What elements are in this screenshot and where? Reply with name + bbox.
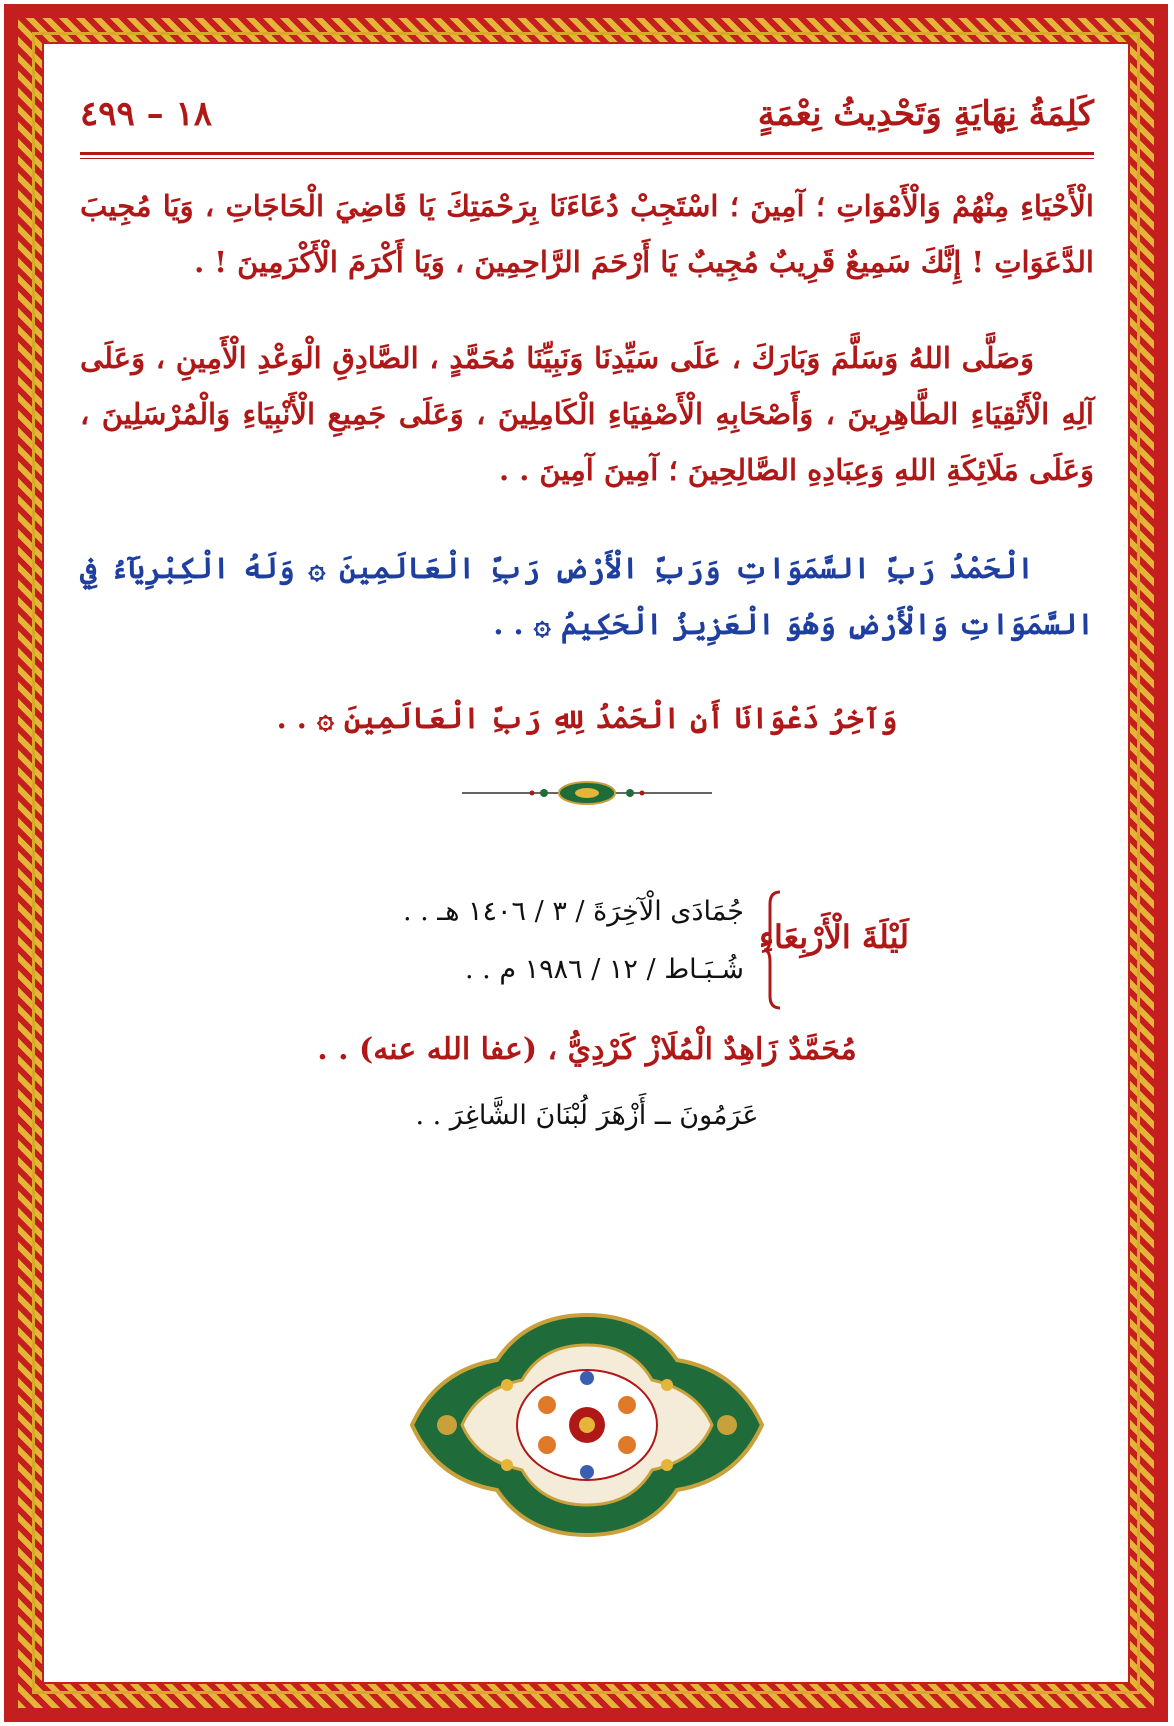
floral-ornament-icon: [407, 1310, 767, 1540]
date-gregorian: شُـبَـاط / ١٢ / ١٩٨٦ م . .: [465, 954, 744, 985]
paragraph-closing: وَآخِرُ دَعْوَانَا أَنِ الْحَمْدُ لِلهِ رَبِّ الْعَالَمِينَ ۞ . .: [276, 701, 898, 735]
page-number: ١٨ – ٤٩٩: [80, 94, 213, 134]
divider-ornament-icon: [462, 778, 712, 808]
paragraph-dua: الْأَحْيَاءِ مِنْهُمْ وَالْأَمْوَاتِ ؛ آمِينَ ؛ اسْتَجِبْ دُعَاءَنَا بِرَحْمَتِكَ يَا قَاضِيَ الْحَاجَاتِ ، وَيَا مُجِيبَ الدَّعَوَاتِ ! إِنَّكَ سَمِيعٌ قَرِيبٌ مُجِيبٌ يَا أَرْحَمَ الرَّاحِمِينَ ، وَيَا أَكْرَمَ الْأَكْرَمِينَ ! .: [80, 189, 1094, 279]
page-content: [60, 60, 1114, 1670]
chapter-title: كَلِمَةُ نِهَايَةٍ وَتَحْدِيثُ نِعْمَةٍ: [757, 94, 1094, 134]
paragraph-quran: الْحَمْدُ رَبِّ السَّمَوَاتِ وَرَبِّ الْأَرْضِ رَبِّ الْعَالَمِينَ ۞ وَلَهُ الْكِبْرِيَآءُ فِي السَّمَوَاتِ وَالْأَرْضِ وَهُوَ الْعَزِيزُ الْحَكِيمُ ۞ . .: [80, 551, 1094, 641]
brace-icon: [764, 890, 784, 1010]
date-hijri: جُمَادَى الْآخِرَةَ / ٣ / ١٤٠٦ هـ . .: [402, 896, 744, 927]
author-name: مُحَمَّدٌ زَاهِدٌ الْمُلَازْ كَرْدِيُّ ، (عفا الله عنه) . .: [317, 1032, 857, 1067]
header-rule: [80, 152, 1094, 155]
header-rule-thin: [80, 158, 1094, 159]
page-header: [80, 88, 1094, 140]
paragraph-salawat: وَصَلَّى اللهُ وَسَلَّمَ وَبَارَكَ ، عَلَى سَيِّدِنَا وَنَبِيِّنَا مُحَمَّدٍ ، الصَّادِقِ الْوَعْدِ الْأَمِينِ ، وَعَلَى آلِهِ الْأَتْقِيَاءِ الطَّاهِرِينَ ، وَأَصْحَابِهِ الْأَصْفِيَاءِ الْكَامِلِينَ ، وَعَلَى جَمِيعِ الْأَنْبِيَاءِ وَالْمُرْسَلِينَ ، وَعَلَى مَلَائِكَةِ اللهِ وَعِبَادِهِ الصَّالِحِينَ ؛ آمِينَ آمِينَ . .: [80, 341, 1094, 487]
date-block: [60, 890, 1114, 1010]
date-label: لَيْلَةَ الْأَرْبِعَاءِ: [758, 918, 909, 956]
place-name: عَرَمُونَ ــ أَزْهَرَ لُبْنَانَ الشَّاغِرَ . .: [415, 1100, 759, 1131]
